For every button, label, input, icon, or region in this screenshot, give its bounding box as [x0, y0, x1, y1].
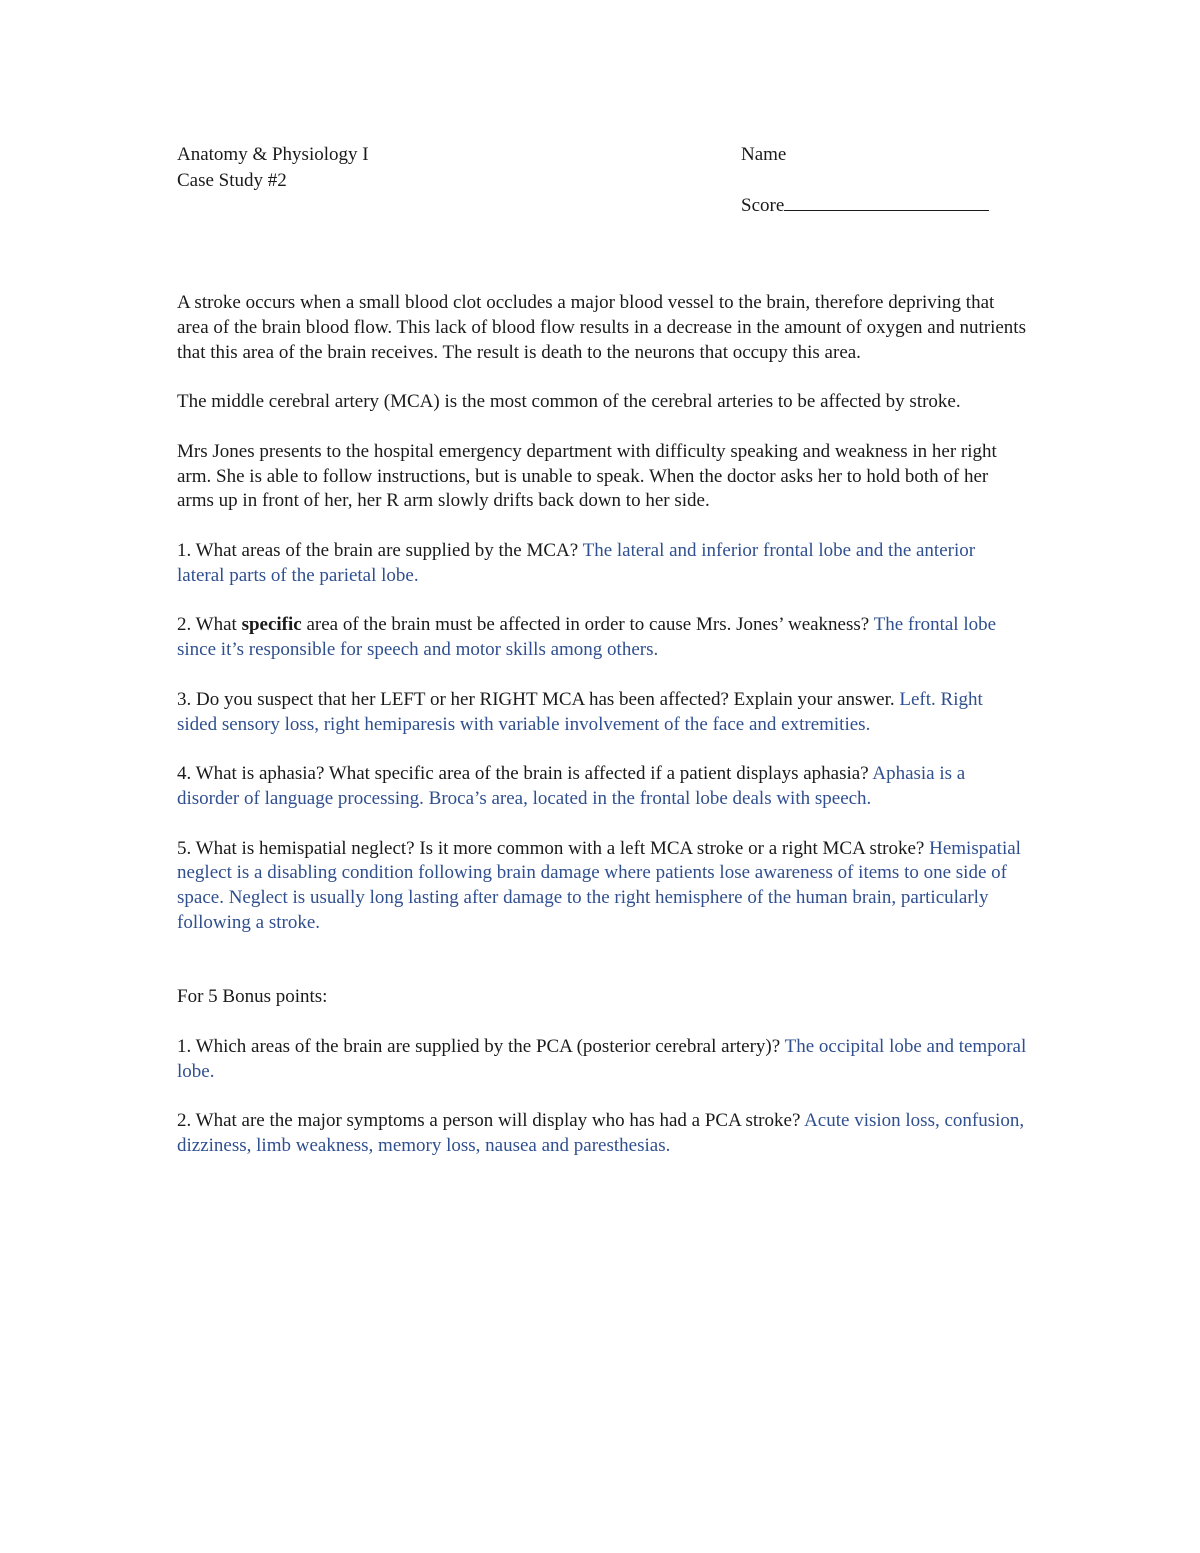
intro-paragraph-2: The middle cerebral artery (MCA) is the most common of the cerebral arteries to be affected by stroke.: [177, 391, 961, 413]
answer-text: The frontal lobe since it’s responsible for speech and motor skills among others.: [177, 614, 997, 661]
spacer: [177, 961, 1027, 986]
question-emphasis: specific: [241, 614, 302, 636]
answer-text: The lateral and inferior frontal lobe and the anterior lateral parts of the parietal lobe.: [177, 539, 976, 586]
bonus-heading: For 5 Bonus points:: [177, 986, 328, 1008]
question-text: 5. What is hemispatial neglect? Is it more common with a left MCA stroke or a right MCA stroke?: [177, 837, 925, 859]
answer-text: Hemispatial neglect is a disabling condition following brain damage where patients lose awareness of items to one side of space. Neglect is usually long lasting after damage to the right hemisphere of the human brain, particularly following a stroke.: [177, 837, 1021, 933]
question-3: [177, 688, 1027, 738]
question-2: [177, 613, 1027, 663]
score-blank-line: [784, 191, 989, 211]
question-text: 3. Do you suspect that her LEFT or her RIGHT MCA has been affected? Explain your answer.: [177, 688, 895, 710]
intro-paragraph-3: Mrs Jones presents to the hospital emergency department with difficulty speaking and weakness in her right arm. She is able to follow instructions, but is unable to speak. When the doctor asks her to hold both of her arms up in front of her, her R arm slowly drifts back down to her side.: [177, 440, 997, 512]
question-1: [177, 539, 1027, 589]
question-text: 2. What are the major symptoms a person will display who has had a PCA stroke?: [177, 1110, 801, 1132]
header-right: [741, 142, 989, 219]
score-row: [741, 191, 989, 219]
answer-text: The occipital lobe and temporal lobe.: [177, 1035, 1027, 1082]
question-text-post: area of the brain must be affected in order to cause Mrs. Jones’ weakness?: [301, 614, 870, 636]
answer-text: Left. Right sided sensory loss, right hemiparesis with variable involvement of the face and extremities.: [177, 688, 983, 735]
question-4: [177, 762, 1027, 812]
document-body: [177, 291, 1027, 1184]
score-label: Score: [741, 195, 785, 216]
intro-paragraph-1: A stroke occurs when a small blood clot occludes a major blood vessel to the brain, therefore depriving that area of the brain blood flow. This lack of blood flow results in a decrease in the amount of oxygen and nutrients that this area of the brain receives. The result is death to the neurons that occupy this area.: [177, 292, 1026, 363]
answer-text: Aphasia is a disorder of language processing. Broca’s area, located in the frontal lobe deals with speech.: [177, 763, 966, 809]
question-text: 1. Which areas of the brain are supplied by the PCA (posterior cerebral artery)?: [177, 1035, 781, 1057]
question-5: [177, 837, 1027, 936]
name-label: Name: [741, 144, 787, 165]
course-title: Anatomy & Physiology I: [177, 144, 369, 165]
bonus-question-2: [177, 1109, 1027, 1159]
assignment-title: Case Study #2: [177, 170, 287, 191]
question-text: 1. What areas of the brain are supplied by the MCA?: [177, 539, 579, 561]
answer-text: Acute vision loss, confusion, dizziness, limb weakness, memory loss, nausea and paresthesias.: [177, 1110, 1025, 1157]
question-text: 4. What is aphasia? What specific area of the brain is affected if a patient displays aphasia?: [177, 763, 869, 785]
header-left: [177, 142, 369, 194]
bonus-question-1: [177, 1035, 1027, 1085]
question-text-pre: 2. What: [177, 614, 242, 636]
